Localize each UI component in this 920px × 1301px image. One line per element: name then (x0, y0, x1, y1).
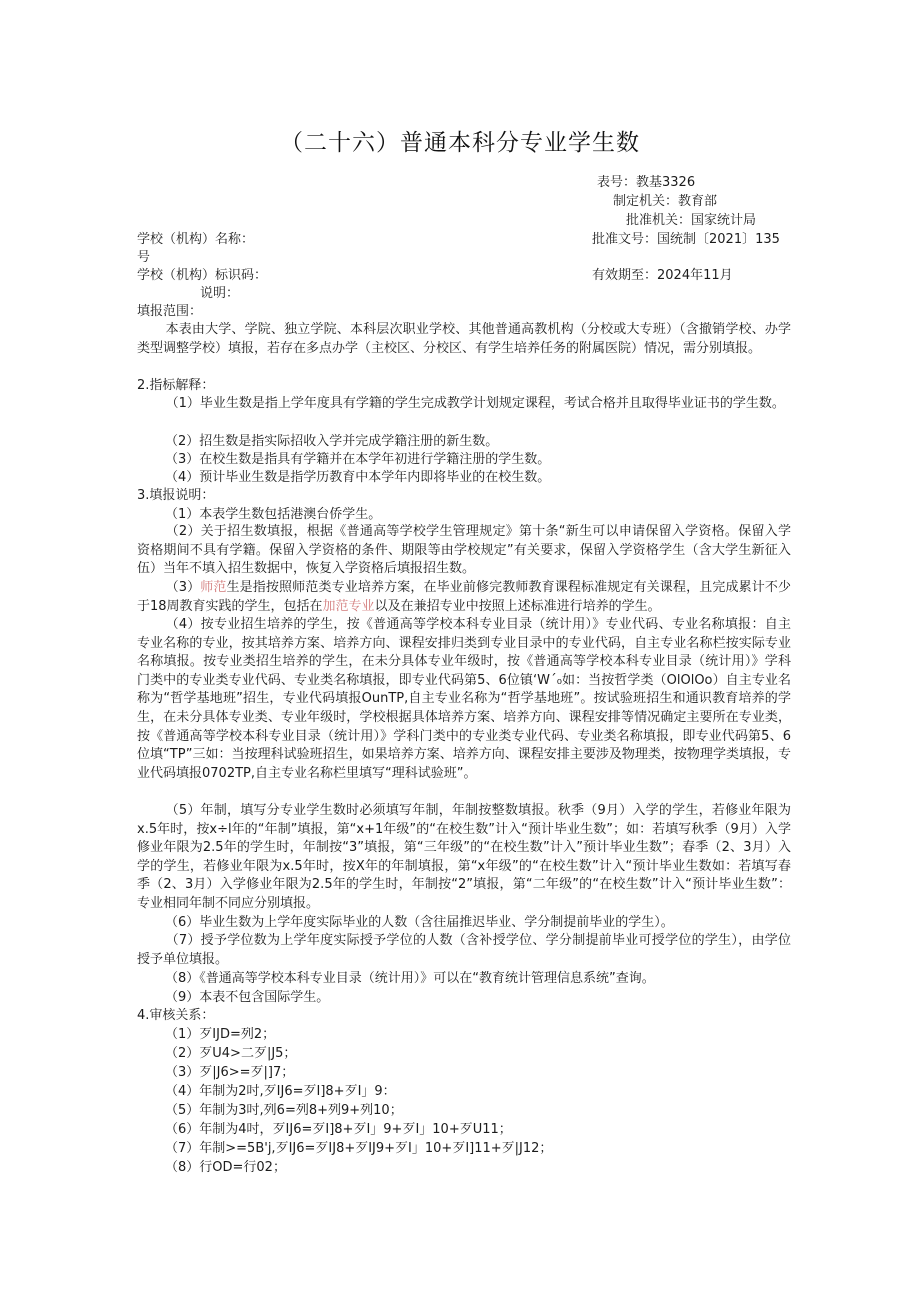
audit-rule-3: （3）歹|J6>=歹|]7； (165, 1065, 295, 1080)
audit-rule-6: （6）年制为4吋，歹IJ6=歹I]8+歹I」9+歹I」10+歹U11； (165, 1122, 512, 1137)
fill-item-3: （3）师范生是指按照师范类专业培养方案，在毕业前修完教师教育课程标准规定有关课程，且完成累计不少于18周教育实践的学生，包括在加范专业以及在兼招专业中按照上述标准进行培养的学生。 (137, 580, 791, 614)
fill-item-7: （7）授予学位数为上学年度实际授予学位的人数（含补授学位、学分制提前毕业可授学位的学生），由学位授予单位填报。 (137, 933, 791, 967)
notes-label: 说明： (200, 286, 240, 301)
fill-item-5: （5）年制，填写分专业学生数时必须填写年制，年制按整数填报。秋季（9月）入学的学生，若修业年限为x.5年时，按x÷l年的“年制”填报，第“x+1年级”的“在校生数”计入“预计毕业生数”；如：若填写秋季（9月）入学修业年限为2.5年的学生时，年制按“3”填报，第“三年级”的“在校生数”计入”预计毕业生数”；春季（2、3月）入学的学生，若修业年限为x.5年时，按X年的年制填报，第“x年级”的“在校生数”计入“预计毕业生数如：若填写春季（2、3月）入学修业年限为2.5年的学生时，年制按“2”填报，第“二年级”的“在校生数”计入“预计毕业生数”：专业相同年制不同应分别填报。 (137, 803, 791, 911)
scope-paragraph: 本表由大学、学院、独立学院、本科层次职业学校、其他普通高教机构（分校或大专班）（含撤销学校、办学类型调整学校）填报，若存在多点办学（主校区、分校区、有学生培养任务的附属医院）情况，需分别填报。 (137, 322, 791, 356)
making-authority: 制定机关：教育部 (613, 194, 718, 209)
highlight-normal-major: 加范专业 (322, 598, 375, 614)
indicator-expected-graduates: （4）预计毕业生数是指学历教育中本学年内即将毕业的在校生数。 (165, 470, 551, 485)
table-number: 表号：教基3326 (597, 175, 696, 190)
indicators-heading: 2.指标解释： (137, 378, 215, 393)
page-title: （二十六）普通本科分专业学生数 (280, 130, 640, 156)
fill-item-1: （1）本表学生数包括港澳台侨学生。 (165, 507, 382, 522)
approval-number-suffix: 号 (137, 250, 151, 265)
fill-item-4: （4）按专业招生培养的学生，按《普通高等学校本科专业目录（统计用）》专业代码、专业名称填报：自主专业名称的专业，按其培养方案、培养方向、课程安排归类到专业目录中的专业代码，自主专业名称栏按实际专业名称填报。按专业类招生培养的学生，在未分具体专业年级时，按《普通高等学校本科专业目录（统计用）》学科门类中的专业类专业代码、专业类名称填报，即专业代码第5、6位镇‘Wˊ₀如：当按哲学类（OlOlOo）自主专业名称为“哲学基地班”招生，专业代码填报OunTP,自主专业名称为“哲学基地班”。按试验班招生和通识教育培养的学生，在未分具体专业类、专业年级时，学校根据具体培养方案、培养方向、课程安排等情况确定主要所在专业类，按《普通高等学校本科专业目录（统计用）》学科门类中的专业类专业代码、专业类名称填报，即专业代码第5、6位填“TP”三如：当按理科试验班招生，如果培养方案、培养方向、课程安排主要涉及物理类，按物理学类填报，专业代码填报0702TP,自主专业名称栏里填写“理科试验班”。 (137, 617, 791, 781)
audit-rule-5: （5）年制为3吋,列6=列8+列9+列10； (165, 1103, 403, 1118)
fill-instructions-heading: 3.填报说明： (137, 488, 215, 503)
valid-until: 有效期至：2024年11月 (592, 268, 733, 283)
audit-heading: 4.审核关系： (137, 1008, 215, 1023)
audit-rule-1: （1）歹IJD=列2； (165, 1027, 276, 1042)
approving-authority: 批准机关：国家统计局 (626, 213, 757, 228)
fill-item-6: （6）毕业生数为上学年度实际毕业的人数（含往届推迟毕业、学分制提前毕业的学生）。 (165, 915, 674, 930)
indicator-graduates: （1）毕业生数是指上学年度具有学籍的学生完成教学计划规定课程，考试合格并且取得毕业证书的学生数。 (165, 396, 785, 411)
scope-heading: 填报范围： (137, 304, 203, 319)
audit-rule-2: （2）歹U4>二歹|J5； (165, 1046, 297, 1061)
fill-item-2: （2）关于招生数填报，根据《普通高等学校学生管理规定》第十条“新生可以申请保留入学资格。保留入学资格期间不具有学籍。保留入学资格的条件、期限等由学校规定”有关要求，保留入学资格学生（含大学生新征入伍）当年不填入招生数据中，恢复入学资格后填报招生数。 (137, 524, 791, 577)
school-name-label: 学校（机构）名称： (137, 232, 255, 247)
audit-rule-8: （8）行OD=行02； (165, 1160, 286, 1175)
highlight-normal: 师范 (200, 580, 227, 595)
indicator-enrollment: （2）招生数是指实际招收入学并完成学籍注册的新生数。 (165, 434, 499, 449)
fill-item-9: （9）本表不包含国际学生。 (165, 990, 330, 1005)
fill-item-8: （8）《普通高等学校本科专业目录（统计用）》可以在“教育统计管理信息系统”查询。 (165, 971, 655, 986)
approval-number: 批准文号：国统制〔2021〕135 (592, 232, 780, 247)
indicator-students: （3）在校生数是指具有学籍并在本学年初进行学籍注册的学生数。 (165, 452, 551, 467)
audit-rule-7: （7）年制>=5B'j,歹IJ6=歹IJ8+歹IJ9+歹I」10+歹I]11+歹|J12； (165, 1141, 553, 1156)
audit-rule-4: （4）年制为2吋,歹IJ6=歹I]8+歹I」9： (165, 1084, 396, 1099)
school-id-label: 学校（机构）标识码： (137, 268, 268, 283)
